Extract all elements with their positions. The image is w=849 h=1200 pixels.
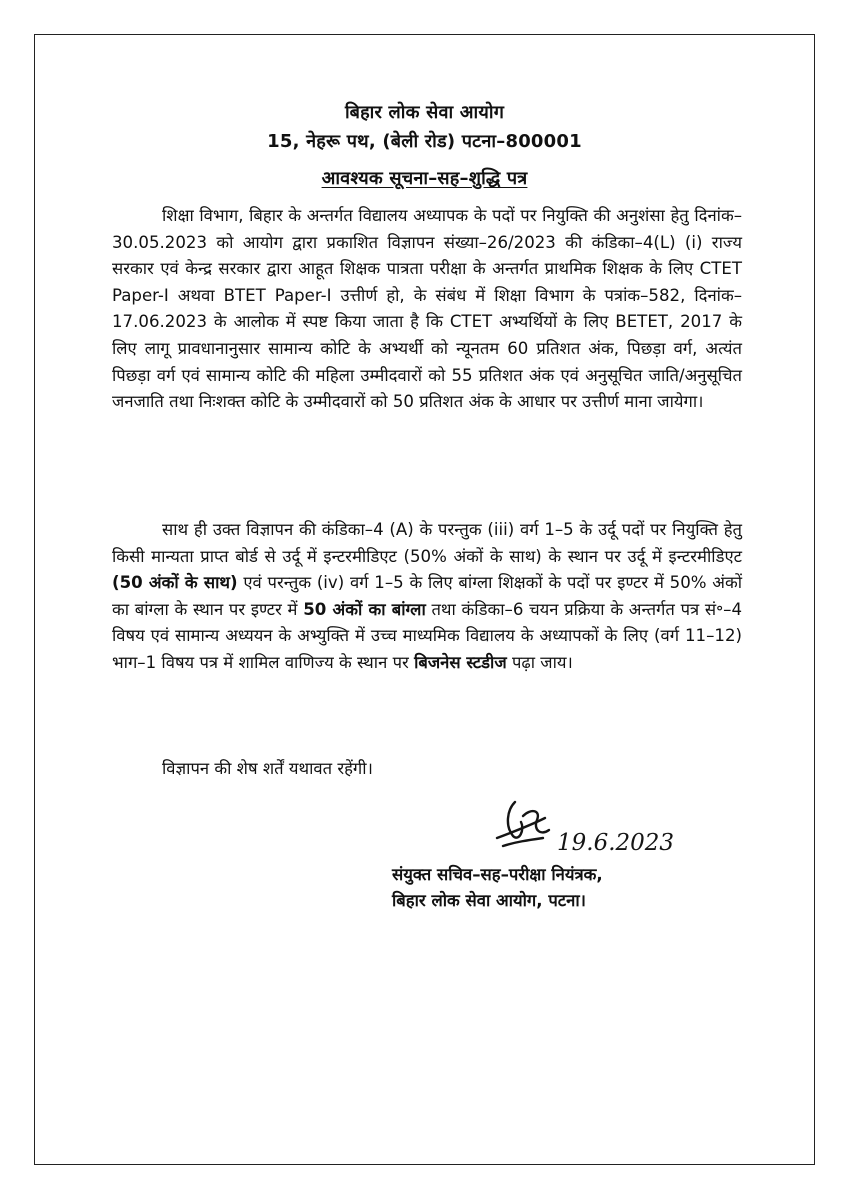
paragraph-2-text-4: पढ़ा जाय। <box>506 652 573 672</box>
paragraph-2-bold-3: बिजनेस स्टडीज <box>414 652 507 672</box>
paragraph-2-bold-1: (50 अंकों के साथ) <box>112 573 238 593</box>
paragraph-2-bold-2: 50 अंकों का बांग्ला <box>303 599 426 619</box>
notice-title: आवश्यक सूचना–सह–शुद्धि पत्र <box>321 168 528 189</box>
handwritten-signature <box>485 796 685 866</box>
paragraph-3: विज्ञापन की शेष शर्तें यथावत रहेंगी। <box>162 759 373 778</box>
org-name: बिहार लोक सेवा आयोग <box>344 102 505 123</box>
signature-date: 19.6.2023 <box>557 830 675 856</box>
paragraph-2-text-1: साथ ही उक्त विज्ञापन की कंडिका–4 (A) के परन्तुक (iii) वर्ग 1–5 के उर्दू पदों पर नियुक्ति हेतु किसी मान्यता प्राप्त बोर्ड से उर्दू में इन्टरमीडिएट (50% अंकों के साथ) के स्थान पर उर्दू में इन्टरमीडिएट <box>112 520 742 566</box>
paragraph-2 <box>112 517 742 677</box>
paragraph-2-text-2: एवं परन्तुक (iv) वर्ग 1–5 के लिए बांग्ला शिक्षकों के पदों पर इण्टर में 50% अंकों का बांग्ला के स्थान पर इण्टर में <box>112 573 742 619</box>
signatory-designation: संयुक्त सचिव–सह–परीक्षा नियंत्रक, <box>392 865 603 884</box>
paragraph-1: शिक्षा विभाग, बिहार के अन्तर्गत विद्यालय अध्यापक के पदों पर नियुक्ति की अनुशंसा हेतु दिनांक–30.05.2023 को आयोग द्वारा प्रकाशित विज्ञापन संख्या–26/2023 की कंडिका–4(L) (i) राज्य सरकार एवं केन्द्र सरकार द्वारा आहूत शिक्षक पात्रता परीक्षा के अन्तर्गत प्राथमिक शिक्षक के लिए CTET Paper-I अथवा BTET Paper-I उत्तीर्ण हो, के संबंध में शिक्षा विभाग के पत्रांक–582, दिनांक–17.06.2023 के आलोक में स्पष्ट किया जाता है कि CTET अभ्यर्थियों के लिए BETET, 2017 के लिए लागू प्रावधानानुसार सामान्य कोटि के अभ्यर्थी को न्यूनतम 60 प्रतिशत अंक, पिछड़ा वर्ग, अत्यंत पिछड़ा वर्ग एवं सामान्य कोटि की महिला उम्मीदवारों को 55 प्रतिशत अंक एवं अनुसूचित जाति/अनुसूचित जनजाति तथा निःशक्त कोटि के उम्मीदवारों को 50 प्रतिशत अंक के आधार पर उत्तीर्ण माना जायेगा। <box>112 206 742 412</box>
org-address: 15, नेहरू पथ, (बेली रोड) पटना–800001 <box>267 131 582 152</box>
signatory-office: बिहार लोक सेवा आयोग, पटना। <box>392 891 586 910</box>
paragraph-2-text-3: तथा कंडिका–6 चयन प्रक्रिया के अन्तर्गत पत्र सं॰–4 विषय एवं सामान्य अध्ययन के अभ्युक्ति में उच्च माध्यमिक विद्यालय के अध्यापकों के लिए (वर्ग 11–12) भाग–1 विषय पत्र में शामिल वाणिज्य के स्थान पर <box>112 599 743 672</box>
